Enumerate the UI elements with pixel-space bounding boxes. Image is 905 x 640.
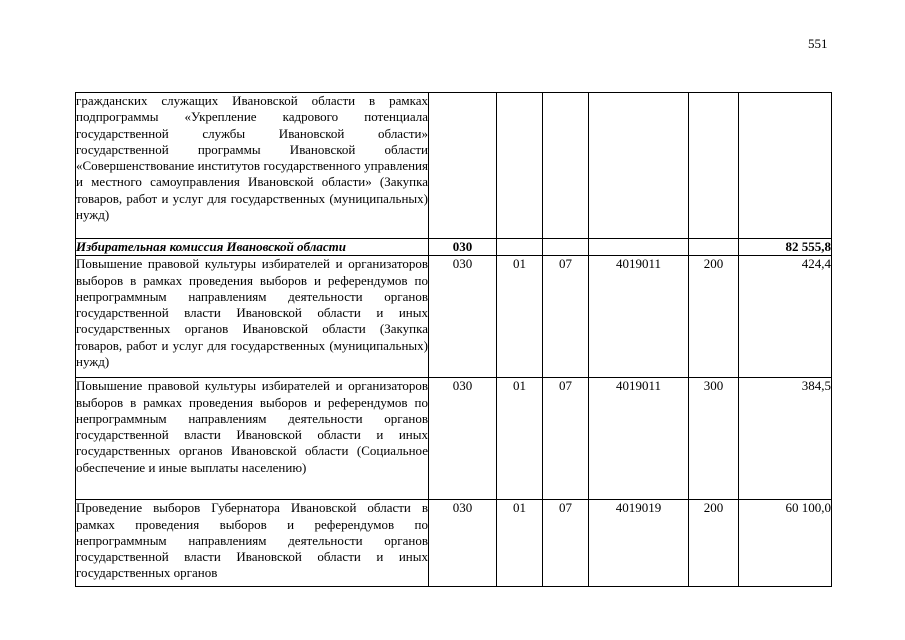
budget-table — [75, 92, 832, 587]
table-row — [76, 239, 832, 256]
subsection-cell: 07 — [543, 256, 589, 378]
row-name-cell: Проведение выборов Губернатора Ивановской области в рамках проведения выборов и референдумов по непрограммным направлениям деятельности органов государственной власти Ивановской области и иных государственных органов — [76, 500, 429, 587]
row-name-cell: Избирательная комиссия Ивановской области — [76, 239, 429, 256]
expense-type-cell — [689, 93, 739, 239]
amount-cell: 384,5 — [739, 378, 832, 500]
row-name-cell: Повышение правовой культуры избирателей и организаторов выборов в рамках проведения выборов и референдумов по непрограммным направлениям деятельности органов государственной власти Ивановской области и иных государственных органов Ивановской области (Социальное обеспечение и иные выплаты населению) — [76, 378, 429, 500]
amount-cell: 424,4 — [739, 256, 832, 378]
subsection-cell — [543, 93, 589, 239]
subsection-cell: 07 — [543, 500, 589, 587]
subsection-cell — [543, 239, 589, 256]
target-article-cell — [589, 93, 689, 239]
code-cell: 030 — [429, 256, 497, 378]
code-cell: 030 — [429, 500, 497, 587]
expense-type-cell: 200 — [689, 256, 739, 378]
section-cell: 01 — [497, 378, 543, 500]
section-cell: 01 — [497, 256, 543, 378]
amount-cell: 60 100,0 — [739, 500, 832, 587]
code-cell — [429, 93, 497, 239]
table-row — [76, 256, 832, 378]
target-article-cell — [589, 239, 689, 256]
expense-type-cell — [689, 239, 739, 256]
target-article-cell: 4019011 — [589, 378, 689, 500]
table-row — [76, 93, 832, 239]
section-cell — [497, 239, 543, 256]
subsection-cell: 07 — [543, 378, 589, 500]
row-name-cell: гражданских служащих Ивановской области в рамках подпрограммы «Укрепление кадрового потенциала государственной службы Ивановской области» государственной программы Ивановской области «Совершенствование институтов государственного управления и местного самоуправления Ивановской области» (Закупка товаров, работ и услуг для государственных (муниципальных) нужд) — [76, 93, 429, 239]
amount-cell: 82 555,8 — [739, 239, 832, 256]
expense-type-cell: 200 — [689, 500, 739, 587]
target-article-cell: 4019011 — [589, 256, 689, 378]
expense-type-cell: 300 — [689, 378, 739, 500]
section-cell — [497, 93, 543, 239]
row-name-cell: Повышение правовой культуры избирателей и организаторов выборов в рамках проведения выборов и референдумов по непрограммным направлениям деятельности органов государственной власти Ивановской области и иных государственных органов Ивановской области (Закупка товаров, работ и услуг для государственных (муниципальных) нужд) — [76, 256, 429, 378]
target-article-cell: 4019019 — [589, 500, 689, 587]
code-cell: 030 — [429, 239, 497, 256]
code-cell: 030 — [429, 378, 497, 500]
section-cell: 01 — [497, 500, 543, 587]
table-row — [76, 378, 832, 500]
amount-cell — [739, 93, 832, 239]
page-number: 551 — [808, 36, 828, 51]
table-row — [76, 500, 832, 587]
